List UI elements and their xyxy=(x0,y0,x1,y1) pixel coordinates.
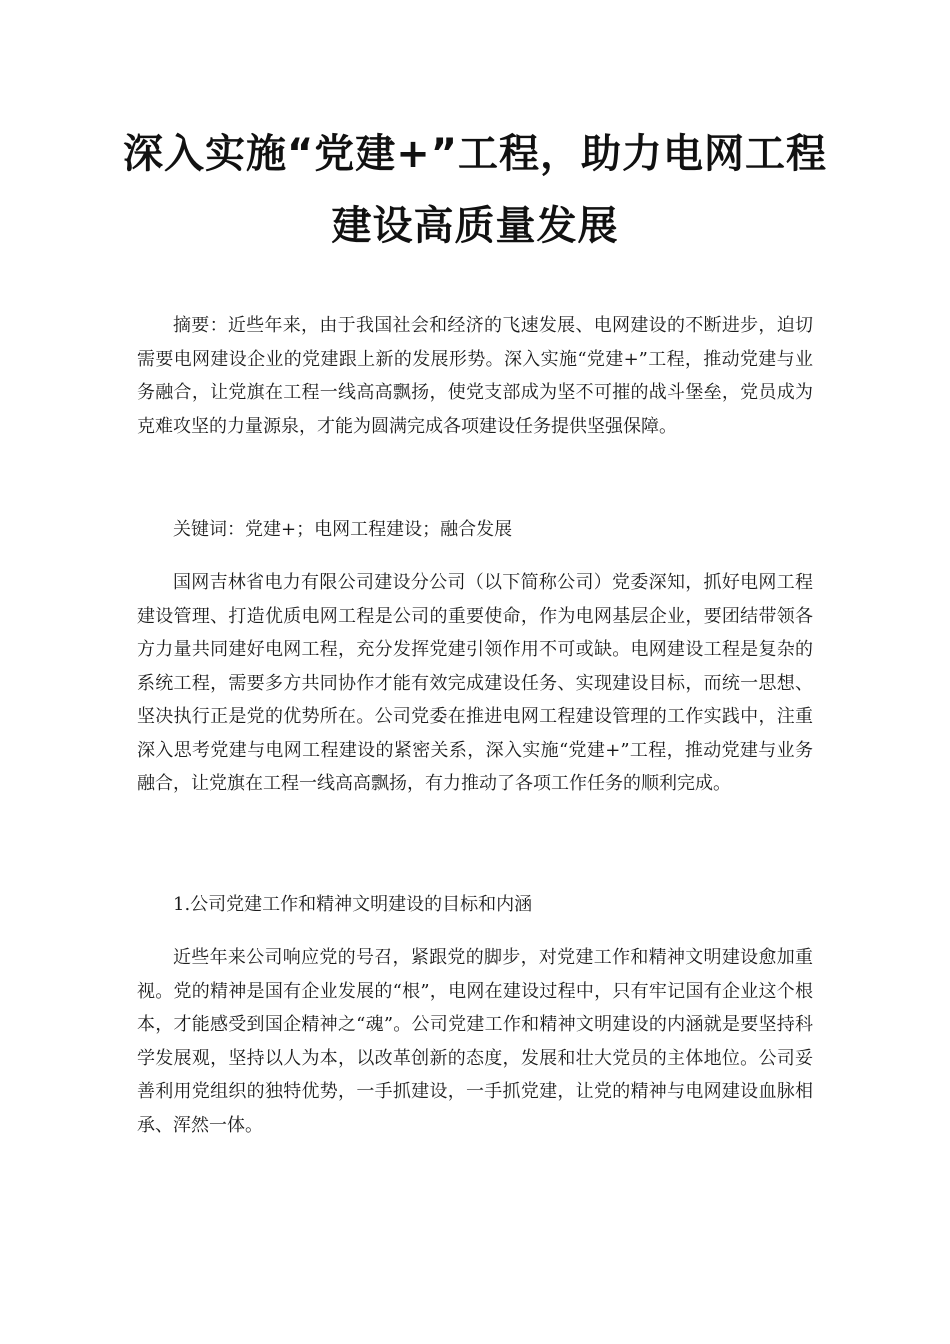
section-1-heading: 1.公司党建工作和精神文明建设的目标和内涵 xyxy=(173,894,533,915)
document-title-line-1: 深入实施“党建+”工程，助力电网工程 xyxy=(122,131,828,177)
abstract-paragraph: 摘要：近些年来，由于我国社会和经济的飞速发展、电网建设的不断进步，迫切需要电网建设企业的党建跟上新的发展形势。深入实施“党建+”工程，推动党建与业务融合，让党旗在工程一线高高飘扬，使党支部成为坚不可摧的战斗堡垒，党员成为克难攻坚的力量源泉，才能为圆满完成各项建设任务提供坚强保障。 xyxy=(137,315,813,437)
keywords-paragraph: 关键词：党建+；电网工程建设；融合发展 xyxy=(173,519,513,540)
document-title-line-2: 建设高质量发展 xyxy=(331,203,619,249)
intro-paragraph: 国网吉林省电力有限公司建设分公司（以下简称公司）党委深知，抓好电网工程建设管理、打造优质电网工程是公司的重要使命，作为电网基层企业，要团结带领各方力量共同建好电网工程，充分发挥党建引领作用不可或缺。电网建设工程是复杂的系统工程，需要多方共同协作才能有效完成建设任务、实现建设目标，而统一思想、坚决执行正是党的优势所在。公司党委在推进电网工程建设管理的工作实践中，注重深入思考党建与电网工程建设的紧密关系，深入实施“党建+”工程，推动党建与业务融合，让党旗在工程一线高高飘扬，有力推动了各项工作任务的顺利完成。 xyxy=(137,572,813,794)
section-1-paragraph: 近些年来公司响应党的号召，紧跟党的脚步，对党建工作和精神文明建设愈加重视。党的精神是国有企业发展的“根”，电网在建设过程中，只有牢记国有企业这个根本，才能感受到国企精神之“魂”。公司党建工作和精神文明建设的内涵就是要坚持科学发展观，坚持以人为本，以改革创新的态度，发展和壮大党员的主体地位。公司妥善利用党组织的独特优势，一手抓建设，一手抓党建，让党的精神与电网建设血脉相承、浑然一体。 xyxy=(137,947,813,1136)
